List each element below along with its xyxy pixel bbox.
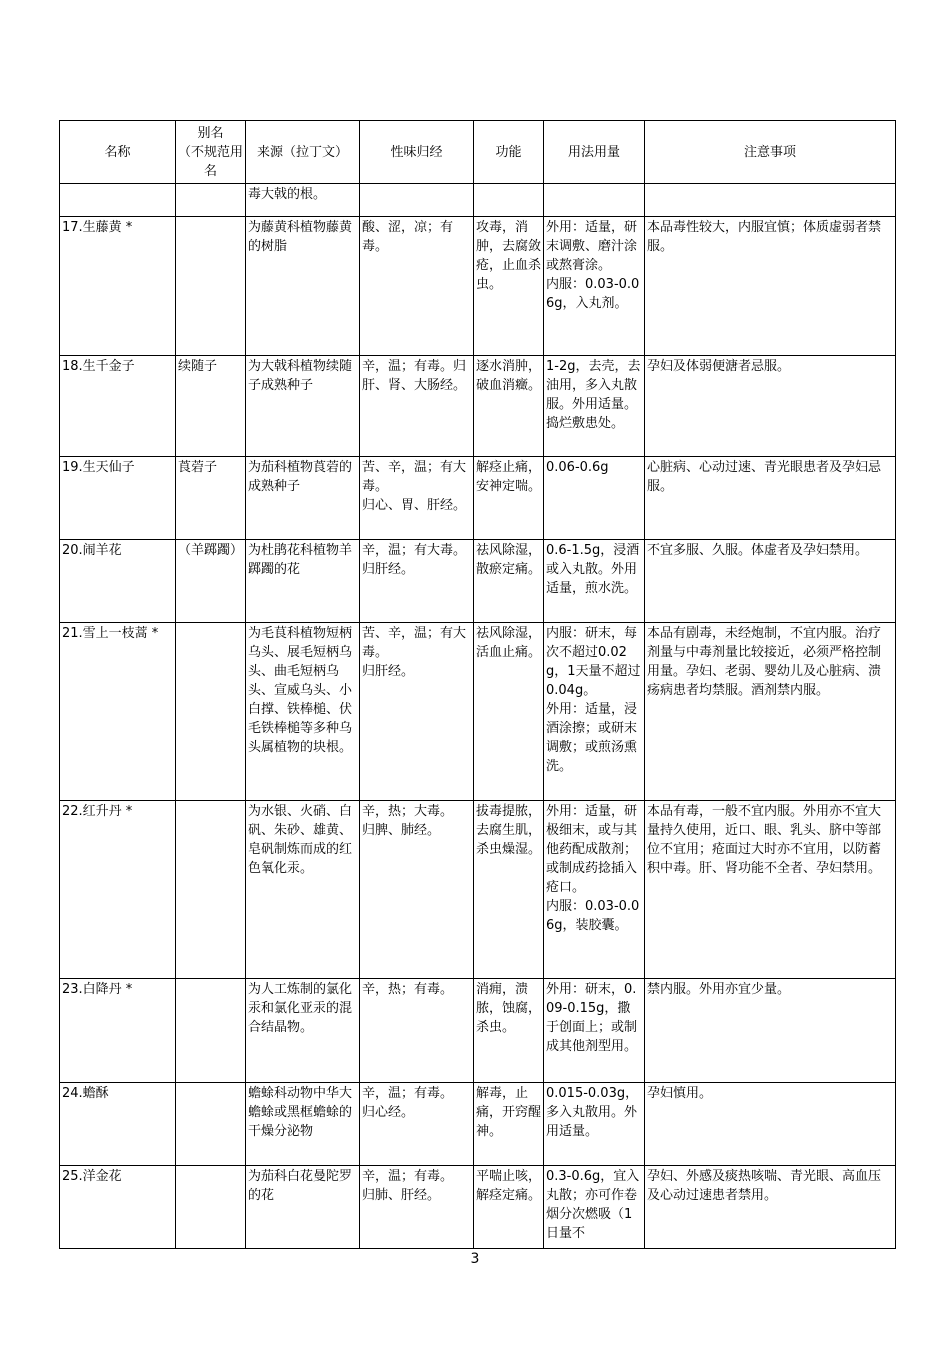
cell-nature: 酸、涩，凉；有毒。 xyxy=(360,217,474,356)
cell-notes: 心脏病、心动过速、青光眼患者及孕妇忌服。 xyxy=(645,457,896,540)
cell-nature: 苦、辛，温；有大毒。 归心、胃、肝经。 xyxy=(360,457,474,540)
cell-name: 25.洋金花 xyxy=(60,1166,176,1249)
cell-nature: 辛，热；大毒。 归脾、肺经。 xyxy=(360,801,474,979)
cell-nature: 苦、辛，温；有大毒。 归肝经。 xyxy=(360,623,474,801)
page-number: 3 xyxy=(470,1251,480,1267)
table-row xyxy=(60,1083,896,1166)
cell-function: 祛风除湿，活血止痛。 xyxy=(474,623,544,801)
cell-usage: 1-2g，去壳，去油用，多入丸散服。外用适量。捣烂敷患处。 xyxy=(544,356,645,457)
header-usage: 用法用量 xyxy=(544,121,645,184)
cell-notes: 本品有毒，一般不宜内服。外用亦不宜大量持久使用，近口、眼、乳头、脐中等部位不宜用；疮面过大时亦不宜用，以防蓄积中毒。肝、肾功能不全者、孕妇禁用。 xyxy=(645,801,896,979)
cell-usage: 外用：适量，研极细末，或与其他药配成散剂；或制成药捻插入疮口。 内服：0.03-0.06g，装胶囊。 xyxy=(544,801,645,979)
cell-nature: 辛，温；有毒。归肝、肾、大肠经。 xyxy=(360,356,474,457)
cell-source: 为茄科植物莨菪的成熟种子 xyxy=(246,457,360,540)
cell-source: 为大戟科植物续随子成熟种子 xyxy=(246,356,360,457)
table-row xyxy=(60,217,896,356)
cell-notes: 禁内服。外用亦宜少量。 xyxy=(645,979,896,1083)
cell-source: 为水银、火硝、白矾、朱砂、雄黄、皂矾制炼而成的红色氧化汞。 xyxy=(246,801,360,979)
cell-alias xyxy=(176,1083,246,1166)
cell-function: 消痈，溃脓，蚀腐，杀虫。 xyxy=(474,979,544,1083)
header-notes: 注意事项 xyxy=(645,121,896,184)
cell-usage: 0.3-0.6g，宜入丸散；亦可作卷烟分次燃吸（1日量不 xyxy=(544,1166,645,1249)
cell-name: 20.闹羊花 xyxy=(60,540,176,623)
cell-notes xyxy=(645,184,896,217)
cell-source: 蟾蜍科动物中华大蟾蜍或黑框蟾蜍的干燥分泌物 xyxy=(246,1083,360,1166)
table-row xyxy=(60,1166,896,1249)
cell-source: 为人工炼制的氯化汞和氯化亚汞的混合结晶物。 xyxy=(246,979,360,1083)
cell-function xyxy=(474,184,544,217)
cell-nature: 辛，温；有毒。 归心经。 xyxy=(360,1083,474,1166)
cell-name: 17.生藤黄 * xyxy=(60,217,176,356)
cell-name: 18.生千金子 xyxy=(60,356,176,457)
cell-notes: 孕妇、外感及痰热咳喘、青光眼、高血压及心动过速患者禁用。 xyxy=(645,1166,896,1249)
cell-function: 拔毒提脓，去腐生肌，杀虫燥湿。 xyxy=(474,801,544,979)
table-row xyxy=(60,184,896,217)
cell-function: 祛风除湿，散瘀定痛。 xyxy=(474,540,544,623)
cell-nature xyxy=(360,184,474,217)
cell-usage: 外用：研末，0.09-0.15g，撒于创面上；或制成其他剂型用。 xyxy=(544,979,645,1083)
cell-alias xyxy=(176,623,246,801)
header-name: 名称 xyxy=(60,121,176,184)
cell-alias: 续随子 xyxy=(176,356,246,457)
cell-source: 为茄科白花曼陀罗的花 xyxy=(246,1166,360,1249)
cell-name: 23.白降丹 * xyxy=(60,979,176,1083)
cell-nature: 辛，温；有毒。 归肺、肝经。 xyxy=(360,1166,474,1249)
cell-alias: 莨菪子 xyxy=(176,457,246,540)
table-row xyxy=(60,356,896,457)
table-row xyxy=(60,979,896,1083)
cell-usage: 0.06-0.6g xyxy=(544,457,645,540)
cell-name: 22.红升丹 * xyxy=(60,801,176,979)
cell-function: 平喘止咳，解痉定痛。 xyxy=(474,1166,544,1249)
cell-notes: 孕妇及体弱便溏者忌服。 xyxy=(645,356,896,457)
cell-usage xyxy=(544,184,645,217)
table-row xyxy=(60,540,896,623)
medicine-table xyxy=(59,120,896,1249)
table-row xyxy=(60,457,896,540)
cell-notes: 不宜多服、久服。体虚者及孕妇禁用。 xyxy=(645,540,896,623)
cell-name: 19.生天仙子 xyxy=(60,457,176,540)
cell-function: 逐水消肿，破血消癥。 xyxy=(474,356,544,457)
cell-function: 解痉止痛，安神定喘。 xyxy=(474,457,544,540)
cell-alias xyxy=(176,184,246,217)
cell-name xyxy=(60,184,176,217)
cell-function: 攻毒，消肿，去腐敛疮，止血杀虫。 xyxy=(474,217,544,356)
cell-usage: 外用：适量，研末调敷、磨汁涂或熬膏涂。 内服：0.03-0.06g，入丸剂。 xyxy=(544,217,645,356)
cell-source: 为杜鹃花科植物羊踯躅的花 xyxy=(246,540,360,623)
cell-source: 为藤黄科植物藤黄的树脂 xyxy=(246,217,360,356)
cell-usage: 0.6-1.5g，浸酒或入丸散。外用适量，煎水洗。 xyxy=(544,540,645,623)
header-function: 功能 xyxy=(474,121,544,184)
header-alias: 别名 （不规范用名 xyxy=(176,121,246,184)
table-row xyxy=(60,623,896,801)
cell-source: 为毛茛科植物短柄乌头、展毛短柄乌头、曲毛短柄乌头、宣威乌头、小白撑、铁棒槌、伏毛铁棒槌等多种乌头属植物的块根。 xyxy=(246,623,360,801)
table-header-row xyxy=(60,121,896,184)
cell-function: 解毒，止痛，开窍醒神。 xyxy=(474,1083,544,1166)
cell-alias xyxy=(176,217,246,356)
header-nature: 性味归经 xyxy=(360,121,474,184)
cell-nature: 辛，热；有毒。 xyxy=(360,979,474,1083)
cell-notes: 本品有剧毒，未经炮制，不宜内服。治疗剂量与中毒剂量比较接近，必须严格控制用量。孕妇、老弱、婴幼儿及心脏病、溃疡病患者均禁服。酒剂禁内服。 xyxy=(645,623,896,801)
cell-name: 21.雪上一枝蒿 * xyxy=(60,623,176,801)
cell-alias: （羊踯躅） xyxy=(176,540,246,623)
cell-notes: 本品毒性较大，内服宜慎；体质虚弱者禁服。 xyxy=(645,217,896,356)
cell-alias xyxy=(176,801,246,979)
cell-alias xyxy=(176,1166,246,1249)
cell-nature: 辛，温；有大毒。 归肝经。 xyxy=(360,540,474,623)
header-source: 来源（拉丁文） xyxy=(246,121,360,184)
cell-usage: 内服：研末，每次不超过0.02g，1天量不超过0.04g。 外用：适量，浸酒涂擦；或研末调敷；或煎汤熏洗。 xyxy=(544,623,645,801)
cell-alias xyxy=(176,979,246,1083)
table-row xyxy=(60,801,896,979)
cell-notes: 孕妇慎用。 xyxy=(645,1083,896,1166)
cell-usage: 0.015-0.03g，多入丸散用。外用适量。 xyxy=(544,1083,645,1166)
cell-name: 24.蟾酥 xyxy=(60,1083,176,1166)
cell-source: 毒大戟的根。 xyxy=(246,184,360,217)
